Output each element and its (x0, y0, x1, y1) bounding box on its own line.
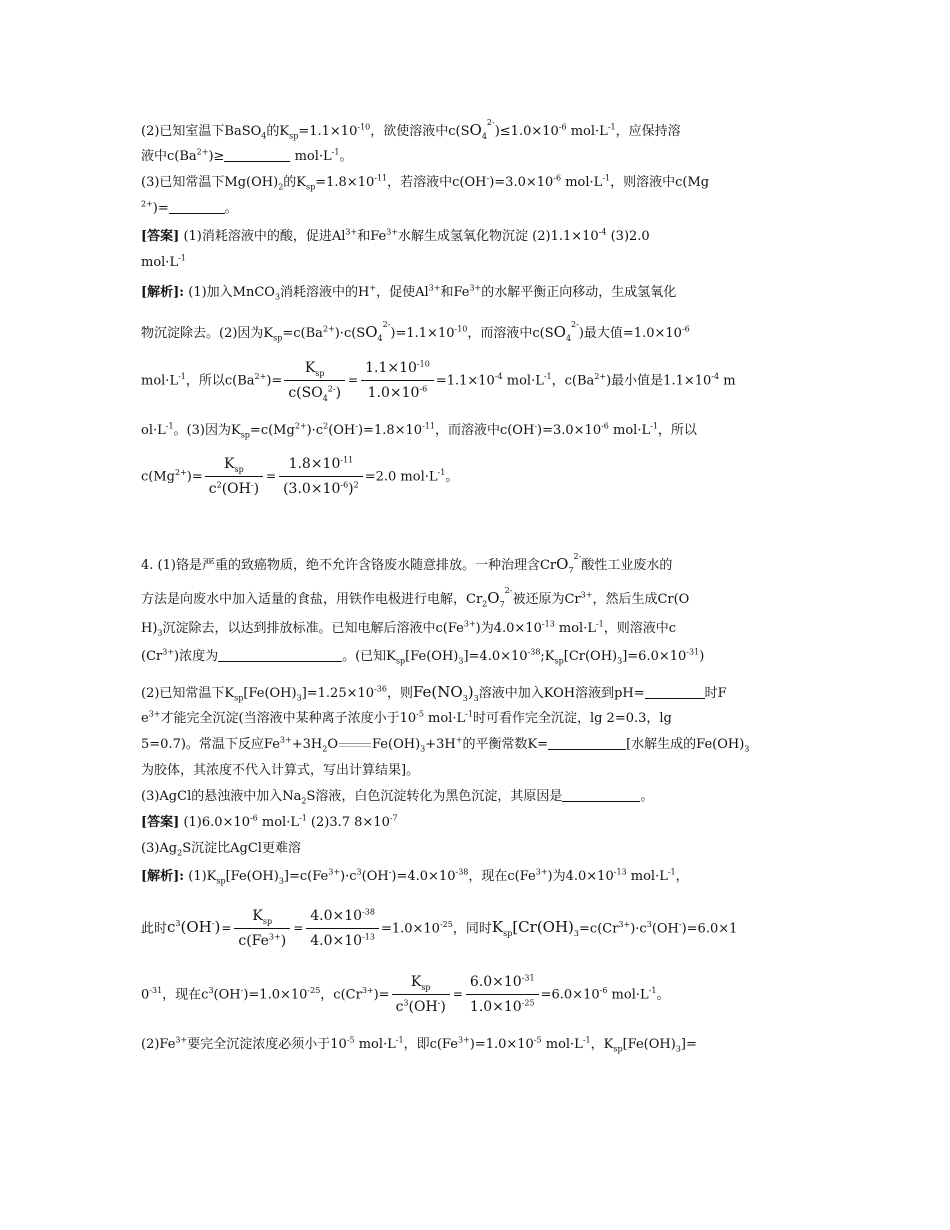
text-line: (3)AgCl的悬浊液中加入$Na_2S$溶液，白色沉淀转化为黑色沉淀，其原因是 。 (141, 789, 654, 806)
fraction: $\frac{K_{sp}}{c^3(OH^-)}$ (392, 972, 450, 1018)
text-line: (3)已知常温下$Mg(OH)_2$的$K_{sp}=1.8\times 10^{-11}$，若溶液中$c(OH^-)=3.0\times 10^{-6}$ $mol\cdot L^{-1}$，则溶液中c(Mg (141, 173, 710, 192)
fraction: $\frac{1.8\times 10^{-11}}{(3.0\times 10^{-6})^2}$ (279, 454, 363, 500)
text-line: $H)_3$沉淀除去，以达到排放标准。已知电解后溶液中$c(Fe^{3+})$为$4.0\times 10^{-13}$ $mol\cdot L^{-1}$，则溶液中c (141, 619, 677, 638)
text-line: [答案] $(1)6.0\times 10^{-6}$ $mol\cdot L^{-1}$ (2)3.7 $8\times 10^{-7}$ (141, 813, 398, 830)
text-line: 5=0.7)。常温下反应$Fe^{3+}+3H_2O$ $Fe(OH)_3+3H^+$的平衡常数K= [水解生成的$Fe(OH)_3$ (141, 735, 750, 754)
answer-label: [答案] (141, 815, 180, 830)
text-line: [答案] (1)消耗溶液中的酸，促进$Al^{3+}$和$Fe^{3+}$水解生成氢氧化物沉淀 $(2)1.1\times 10^{-4}$ (3)2.0 (141, 227, 650, 244)
fraction: $\frac{1.1\times 10^{-10}}{1.0\times 10^{-6}}$ (361, 358, 434, 404)
answer-blank (562, 789, 640, 802)
answer-blank (224, 149, 290, 162)
fraction: $\frac{K_{sp}}{c(Fe^{3+})}$ (234, 906, 290, 952)
text-line: $(2)Fe^{3+}$要完全沉淀浓度必须小于$10^{-5}$ $mol\cdot L^{-1}$，即$c(Fe^{3+})=1.0\times 10^{-5}$ $mol\cdot L^{-1}$，$K_{sp}[Fe(OH)_3]=$ (141, 1035, 697, 1054)
text-line: 此时$c^3(OH^-)=$ $\frac{K_{sp}}{c(Fe^{3+})}$ = $\frac{4.0\times 10^{-38}}{4.0\times 10^{-13}}$ $=1.0\times 10^{-25}$，同时$K_{sp}[Cr(OH)_3=c(Cr^{3+})\cdot c^3(OH^-)=6.0\times 1$ (141, 906, 737, 952)
text-line: 方法是向废水中加入适量的食盐，用铁作电极进行电解，$Cr_2O_7^{2-}$被还原为$Cr^{3+}$，然后生成Cr(O (141, 586, 690, 609)
text-line: $(Cr^{3+})$浓度为 。(已知$K_{sp}[Fe(OH)_3]=4.0\times 10^{-38};K_{sp}[Cr(OH)_3]=6.0\times 10^{-31}$) (141, 647, 705, 666)
text-line: (2)已知常温下$K_{sp}[Fe(OH)_3]=1.25\times 10^{-36}$，则$Fe(NO_3)_3$溶液中加入KOH溶液到pH= 时F (141, 683, 727, 703)
answer-blank (548, 737, 626, 750)
text-line: $(3)Ag_2S$沉淀比AgCl更难溶 (141, 841, 301, 858)
fraction: $\frac{K_{sp}}{c^2(OH^-)}$ (205, 454, 263, 500)
equilibrium-arrow (338, 740, 372, 750)
fraction: $\frac{K_{sp}}{c(SO_4^{2-})}$ (284, 358, 345, 404)
text-line: [解析]: $(1)K_{sp}[Fe(OH)_3]=c(Fe^{3+})\cdot c^3(OH^-)=4.0\times 10^{-38}$，现在$c(Fe^{3+})$为$4.0\times 10^{-13}$ $mol\cdot L^{-1}$， (141, 867, 689, 886)
text-line: $mol\cdot L^{-1}$，所以$c(Ba^{2+})=$ $\frac{K_{sp}}{c(SO_4^{2-})}$ = $\frac{1.1\times 10^{-10}}{1.0\times 10^{-6}}$ $=1.1\times 10^{-4}$ $mol\cdot L^{-1}$，$c(Ba^{2+})$最小值是$1.1\times 10^{-4}$ m (141, 359, 736, 404)
answer-blank (169, 201, 225, 214)
text-line: 物沉淀除去。(2)因为$K_{sp}=c(Ba^{2+})\cdot c(SO_4^{2-})=1.1\times 10^{-10}$，而溶液中$c(SO_4^{2-})$最大值$=1.0\times 10^{-6}$ (141, 320, 690, 343)
answer-label: [答案] (141, 229, 180, 244)
fraction: $\frac{6.0\times 10^{-31}}{1.0\times 10^{-25}}$ (466, 972, 539, 1018)
fraction: $\frac{4.0\times 10^{-38}}{4.0\times 10^{-13}}$ (306, 906, 379, 952)
text-line: 液中$c(Ba^{2+})\ge mol\cdot L^{-1}$。 (141, 147, 353, 164)
text-line: $^{2+}$)= 。 (141, 199, 238, 216)
text-line: (2)已知室温下BaSO$_4$的$K_{sp}=1.1\times 10^{-10}$，欲使溶液中$c(SO_4^{2-})\le 1.0\times 10^{-6}$ $mol\cdot L^{-1}$，应保持溶 (141, 118, 681, 141)
text-line: $ol\cdot L^{-1}$。(3)因为$K_{sp}=c(Mg^{2+})\cdot c^2(OH^-)=1.8\times 10^{-11}$，而溶液中$c(OH^-)=3.0\times 10^{-6}$ $mol\cdot L^{-1}$，所以 (141, 421, 697, 440)
analysis-label: [解析]: (141, 869, 185, 884)
answer-blank (645, 686, 705, 699)
answer-blank (218, 649, 342, 662)
text-line: $mol\cdot L^{-1}$ (141, 253, 186, 270)
text-line: [解析]: (1)加入MnCO$_3$消耗溶液中的H+，促使$Al^{3+}$和$Fe^{3+}$的水解平衡正向移动，生成氢氧化 (141, 283, 677, 302)
text-line: $e^{3+}$才能完全沉淀(当溶液中某种离子浓度小于$10^{-5}$ $mol\cdot L^{-1}$时可看作完全沉淀，lg 2=0.3，lg (141, 709, 672, 726)
analysis-label: [解析]: (141, 285, 185, 300)
text-line: 为胶体，其浓度不代入计算式，写出计算结果]。 (141, 763, 420, 778)
text-line: $0^{-31}$，现在$c^3(OH^-)=1.0\times 10^{-25}$，$c(Cr^{3+})=$ $\frac{K_{sp}}{c^3(OH^-)}$ = $\frac{6.0\times 10^{-31}}{1.0\times 10^{-25}}$ $=6.0\times 10^{-6}$ $mol\cdot L^{-1}$。 (141, 972, 669, 1018)
text-line: $c(Mg^{2+})=$ $\frac{K_{sp}}{c^2(OH^-)}$ = $\frac{1.8\times 10^{-11}}{(3.0\times 10^{-6})^2}$ =2.0 $mol\cdot L^{-1}$。 (141, 454, 458, 500)
text-line: 4. (1)铬是严重的致癌物质，绝不允许含铬废水随意排放。一种治理含CrO$_7^{2-}$酸性工业废水的 (141, 552, 673, 575)
